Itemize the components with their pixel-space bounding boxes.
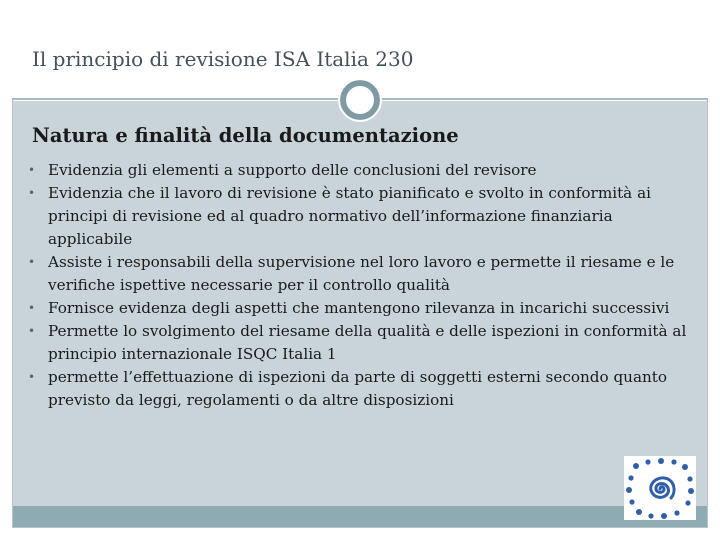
list-item (28, 366, 688, 412)
list-item-text: Fornisce evidenza degli aspetti che mantengono rilevanza in incarichi successivi (48, 299, 670, 317)
bullet-icon: • (28, 301, 36, 315)
spiral-logo-icon (624, 456, 696, 520)
list-item-text: Assiste i responsabili della supervisione nel loro lavoro e permette il riesame e le verifiche ispettive necessarie per il controllo qualità (48, 253, 675, 294)
slide-title: Il principio di revisione ISA Italia 230 (32, 47, 414, 71)
bullet-list (28, 159, 688, 412)
list-item-text: Evidenzia gli elementi a supporto delle conclusioni del revisore (48, 161, 537, 179)
footer-bar (13, 506, 707, 527)
bullet-icon: • (28, 163, 36, 177)
list-item (28, 159, 688, 182)
bullet-icon: • (28, 186, 36, 200)
list-item (28, 297, 688, 320)
list-item-text: Evidenzia che il lavoro di revisione è stato pianificato e svolto in conformità ai principi di revisione ed al quadro normativo dell’informazione finanziaria applicabile (48, 184, 651, 248)
list-item (28, 182, 688, 251)
list-item-text: permette l’effettuazione di ispezioni da parte di soggetti esterni secondo quanto previsto da leggi, regolamenti o da altre disposizioni (48, 368, 668, 409)
content-heading: Natura e finalità della documentazione (32, 124, 459, 147)
ring-divider-icon (340, 80, 380, 120)
bullet-icon: • (28, 324, 36, 338)
list-item (28, 251, 688, 297)
list-item (28, 320, 688, 366)
bullet-icon: • (28, 255, 36, 269)
bullet-icon: • (28, 370, 36, 384)
list-item-text: Permette lo svolgimento del riesame della qualità e delle ispezioni in conformità al principio internazionale ISQC Italia 1 (48, 322, 687, 363)
